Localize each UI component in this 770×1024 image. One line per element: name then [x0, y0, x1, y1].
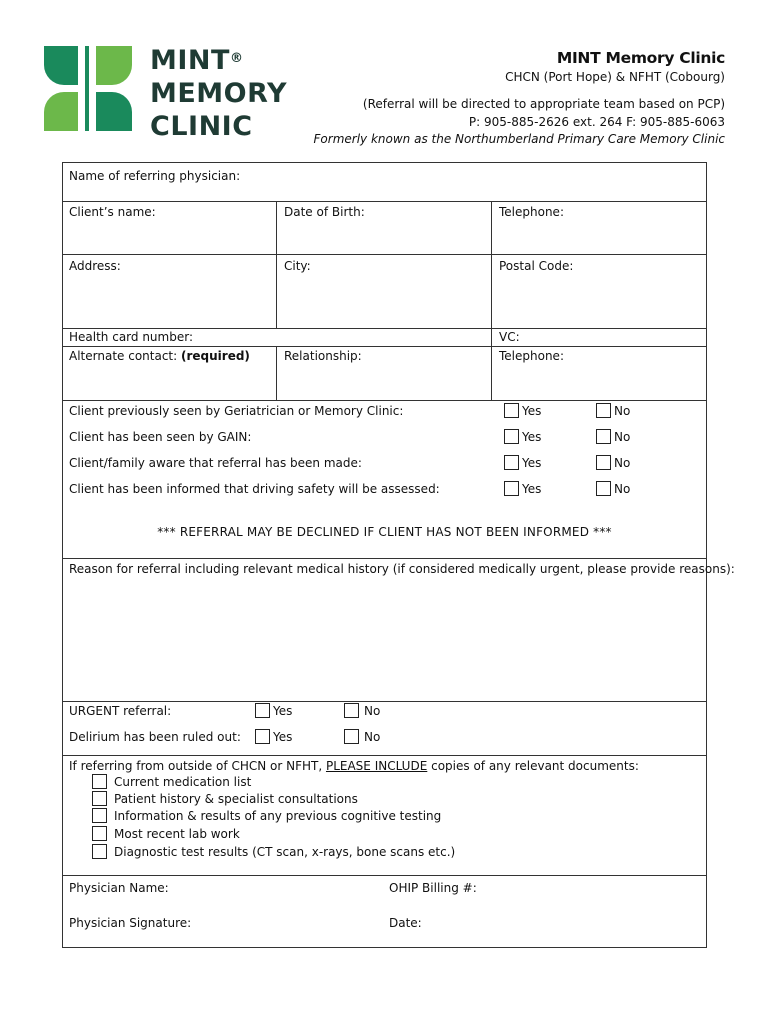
clinic-title: MINT Memory Clinic: [556, 49, 725, 67]
delirium-yes-label: Yes: [273, 730, 293, 744]
decline-warning: *** REFERRAL MAY BE DECLINED IF CLIENT HAS NOT BEEN INFORMED ***: [157, 525, 612, 539]
dob-label: Date of Birth:: [284, 205, 365, 219]
question-family-aware: Client/family aware that referral has been made:: [69, 456, 362, 470]
referral-form: [62, 162, 735, 948]
question-driving-safety: Client has been informed that driving safety will be assessed:: [69, 482, 440, 496]
telephone-label: Telephone:: [499, 205, 564, 219]
question-gain: Client has been seen by GAIN:: [69, 430, 252, 444]
q1-yes-label: Yes: [522, 404, 542, 418]
former-name: Formerly known as the Northumberland Primary Care Memory Clinic: [313, 132, 725, 146]
urgent-yes-checkbox[interactable]: [255, 703, 270, 718]
postal-code-label: Postal Code:: [499, 259, 574, 273]
city-label: City:: [284, 259, 311, 273]
urgent-referral-label: URGENT referral:: [69, 704, 172, 718]
doc-lab-checkbox[interactable]: [92, 826, 107, 841]
q4-yes-checkbox[interactable]: [504, 481, 519, 496]
contact-numbers: P: 905-885-2626 ext. 264 F: 905-885-6063: [468, 115, 725, 129]
q3-yes-checkbox[interactable]: [504, 455, 519, 470]
question-previous-geriatrician: Client previously seen by Geriatrician or Memory Clinic:: [69, 404, 404, 418]
q4-no-label: No: [614, 482, 631, 496]
vc-label: VC:: [499, 330, 520, 344]
q2-no-label: No: [614, 430, 631, 444]
q2-yes-label: Yes: [522, 430, 542, 444]
clinic-subtitle: CHCN (Port Hope) & NFHT (Cobourg): [505, 70, 725, 84]
doc-history-checkbox[interactable]: [92, 791, 107, 806]
q3-yes-label: Yes: [522, 456, 542, 470]
mint-logo-icon: [44, 44, 134, 134]
q3-no-label: No: [614, 456, 631, 470]
outside-referral-instructions: If referring from outside of CHCN or NFHT, PLEASE INCLUDE copies of any relevant documents:: [69, 759, 639, 773]
address-label: Address:: [69, 259, 121, 273]
referral-note: (Referral will be directed to appropriate team based on PCP): [362, 97, 725, 111]
doc-diagnostic-label: Diagnostic test results (CT scan, x-rays, bone scans etc.): [114, 845, 456, 859]
date-label: Date:: [389, 916, 422, 930]
delirium-yes-checkbox[interactable]: [255, 729, 270, 744]
logo-wordmark: MINT® MEMORY CLINIC: [150, 45, 287, 142]
q1-yes-checkbox[interactable]: [504, 403, 519, 418]
doc-history-label: Patient history & specialist consultations: [114, 792, 358, 806]
health-card-label: Health card number:: [69, 330, 193, 344]
reason-for-referral-label: Reason for referral including relevant medical history (if considered medically urgent, please provide reasons):: [69, 562, 735, 576]
physician-name-label: Physician Name:: [69, 881, 169, 895]
referring-physician-label: Name of referring physician:: [69, 169, 241, 183]
q1-no-label: No: [614, 404, 631, 418]
telephone-alt-label: Telephone:: [499, 349, 564, 363]
alternate-contact-label: Alternate contact: (required): [69, 349, 250, 363]
q3-no-checkbox[interactable]: [596, 455, 611, 470]
doc-cognitive-checkbox[interactable]: [92, 808, 107, 823]
urgent-no-label: No: [364, 704, 381, 718]
delirium-label: Delirium has been ruled out:: [69, 730, 241, 744]
q4-yes-label: Yes: [522, 482, 542, 496]
urgent-yes-label: Yes: [273, 704, 293, 718]
doc-lab-label: Most recent lab work: [114, 827, 240, 841]
delirium-no-label: No: [364, 730, 381, 744]
doc-cognitive-label: Information & results of any previous cognitive testing: [114, 809, 442, 823]
doc-diagnostic-checkbox[interactable]: [92, 844, 107, 859]
physician-signature-label: Physician Signature:: [69, 916, 192, 930]
q1-no-checkbox[interactable]: [596, 403, 611, 418]
delirium-no-checkbox[interactable]: [344, 729, 359, 744]
client-name-label: Client’s name:: [69, 205, 156, 219]
ohip-billing-label: OHIP Billing #:: [389, 881, 477, 895]
doc-medication-checkbox[interactable]: [92, 774, 107, 789]
q4-no-checkbox[interactable]: [596, 481, 611, 496]
urgent-no-checkbox[interactable]: [344, 703, 359, 718]
doc-medication-label: Current medication list: [114, 775, 252, 789]
relationship-label: Relationship:: [284, 349, 362, 363]
q2-yes-checkbox[interactable]: [504, 429, 519, 444]
q2-no-checkbox[interactable]: [596, 429, 611, 444]
